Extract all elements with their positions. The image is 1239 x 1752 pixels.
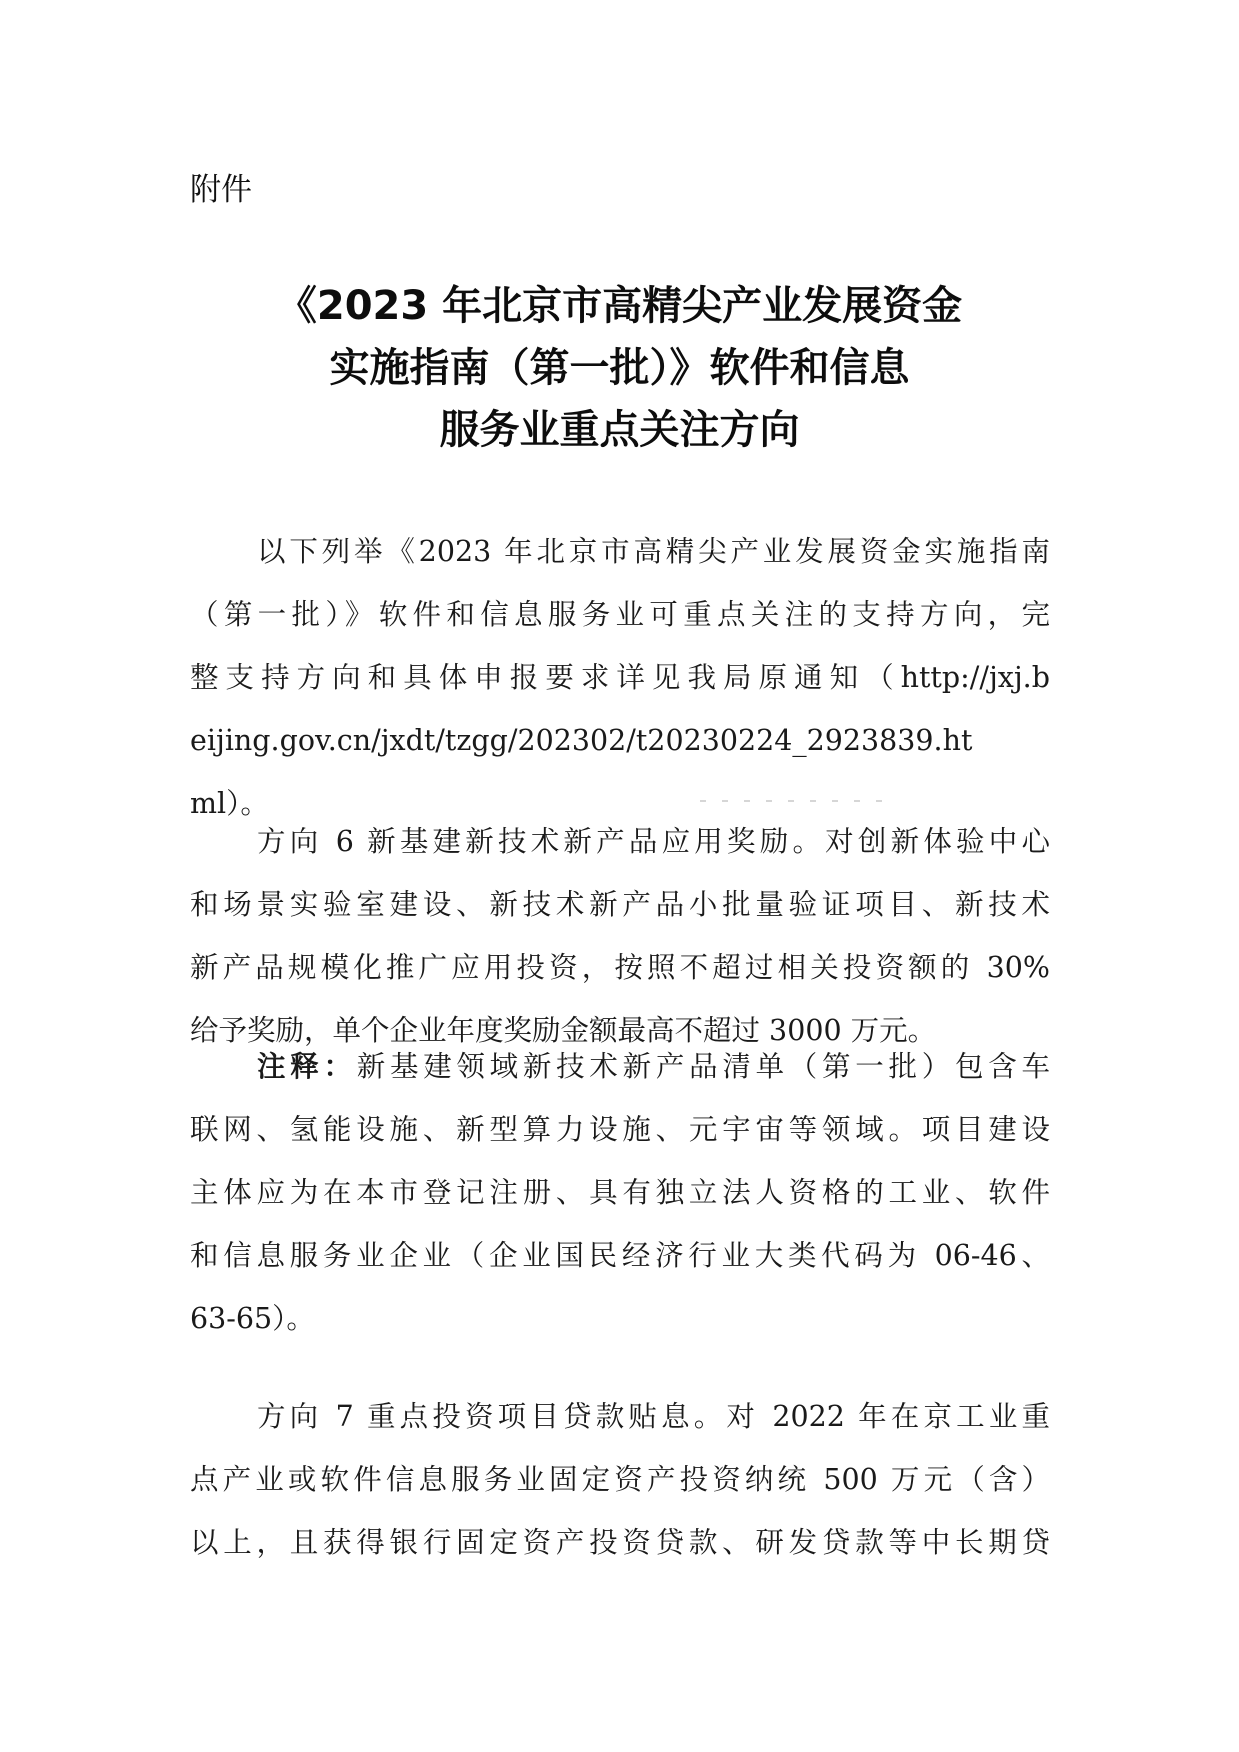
direction-6-line-4: 给予奖励，单个企业年度奖励金额最高不超过 3000 万元。 [190, 1014, 937, 1047]
note-line-2: 联网、氢能设施、新型算力设施、元宇宙等领域。项目建设 [190, 1113, 1050, 1146]
direction-6-line-3: 新产品规模化推广应用投资，按照不超过相关投资额的 30% [190, 951, 1050, 984]
intro-line-3: 整支持方向和具体申报要求详见我局原通知（http://jxj.b [190, 661, 1050, 694]
title-line-2: 实施指南（第一批）》软件和信息 [329, 345, 910, 391]
intro-line-2: （第一批）》软件和信息服务业可重点关注的支持方向，完 [190, 598, 1050, 631]
note-line-3: 主体应为在本市登记注册、具有独立法人资格的工业、软件 [190, 1176, 1050, 1209]
note-line-4: 和信息服务业企业（企业国民经济行业大类代码为 06-46、 [190, 1239, 1050, 1272]
document-title [0, 275, 1239, 461]
attachment-label: 附件 [190, 172, 252, 208]
direction-7-line-2: 点产业或软件信息服务业固定资产投资纳统 500 万元（含） [190, 1463, 1050, 1496]
note-line-1 [190, 1035, 1050, 1098]
title-line-3: 服务业重点关注方向 [439, 407, 800, 453]
note-paragraph [190, 1035, 1050, 1350]
title-line-1: 《2023 年北京市高精尖产业发展资金 [276, 283, 963, 329]
note-heading: 注释： [257, 1050, 357, 1083]
scan-artifact [700, 800, 890, 802]
note-line-1-text: 新基建领域新技术新产品清单（第一批）包含车 [356, 1050, 1050, 1083]
intro-line-5: ml）。 [190, 787, 269, 820]
direction-7-line-3: 以上，且获得银行固定资产投资贷款、研发贷款等中长期贷 [190, 1526, 1050, 1559]
note-line-5: 63-65）。 [190, 1302, 315, 1335]
direction-7-line-1: 方向 7 重点投资项目贷款贴息。对 2022 年在京工业重 [257, 1400, 1050, 1433]
intro-line-4: eijing.gov.cn/jxdt/tzgg/202302/t20230224_2923839.ht [190, 724, 973, 757]
intro-paragraph [190, 520, 1050, 835]
intro-line-1: 以下列举《2023 年北京市高精尖产业发展资金实施指南 [257, 535, 1050, 568]
direction-6-line-1: 方向 6 新基建新技术新产品应用奖励。对创新体验中心 [257, 825, 1050, 858]
direction-6-paragraph [190, 810, 1050, 1062]
direction-7-paragraph [190, 1385, 1050, 1574]
direction-6-line-2: 和场景实验室建设、新技术新产品小批量验证项目、新技术 [190, 888, 1050, 921]
